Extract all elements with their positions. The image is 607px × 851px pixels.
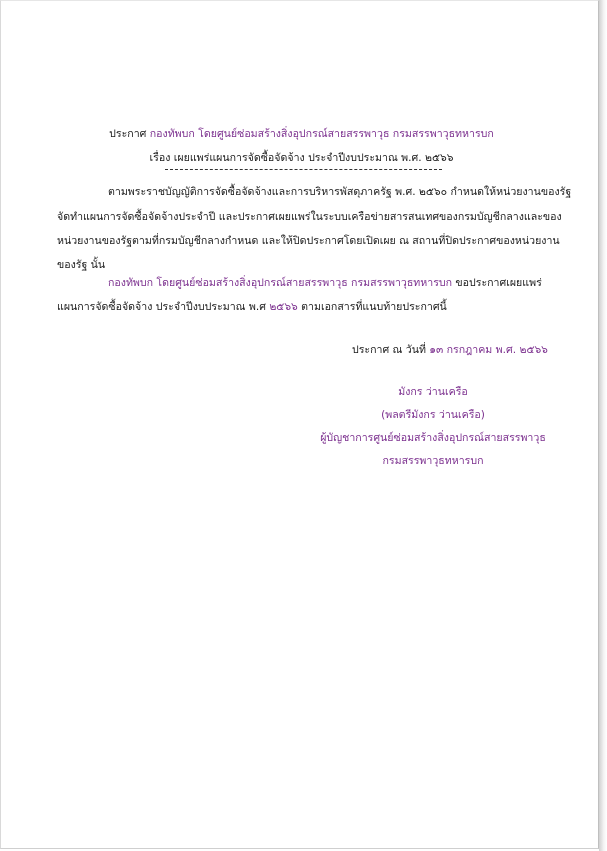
paragraph2-line1: [108, 276, 542, 290]
date-value: ๑๓ กรกฎาคม พ.ศ. ๒๕๖๖: [429, 344, 548, 356]
announcement-title: [0, 127, 603, 141]
date-prefix: ประกาศ ณ วันที่: [352, 344, 430, 356]
paragraph2-rest: ขอประกาศเผยแพร่: [452, 277, 542, 289]
paragraph2-org: กองทัพบก โดยศูนย์ซ่อมสร้างสิ่งอุปกรณ์สายสรรพาวุธ กรมสรรพาวุธทหารบก: [108, 277, 453, 289]
paragraph1-line2: จัดทำแผนการจัดซื้อจัดจ้างประจำปี และประกาศเผยแพร่ในระบบเครือข่ายสารสนเทศของกรมบัญชีกลางและของ: [57, 211, 562, 223]
paragraph2-line2: [57, 300, 447, 314]
signature-position: ผู้บัญชาการศูนย์ซ่อมสร้างสิ่งอุปกรณ์สายสรรพาวุธ: [320, 432, 546, 444]
announcement-org: กองทัพบก โดยศูนย์ซ่อมสร้างสิ่งอุปกรณ์สายสรรพาวุธ กรมสรรพาวุธทหารบก: [149, 128, 494, 140]
paragraph2-line2-a: แผนการจัดซื้อจัดจ้าง ประจำปีงบประมาณ พ.ศ: [57, 301, 270, 313]
subject-text: เผยแพร่แผนการจัดซื้อจัดจ้าง ประจำปีงบประมาณ พ.ศ. ๒๕๖๖: [173, 152, 454, 164]
subject-prefix: เรื่อง: [149, 152, 171, 164]
signature-department: กรมสรรพาวุธทหารบก: [382, 455, 484, 467]
header-divider: [165, 169, 442, 170]
announcement-subject: [0, 151, 603, 165]
paragraph2-line2-b: ตามเอกสารที่แนบท้ายประกาศนี้: [297, 301, 447, 313]
paragraph2-year: ๒๕๖๖: [269, 301, 298, 313]
signature-full-name: (พลตรีมังกร ว่านเครือ): [381, 409, 485, 421]
paragraph1-line4: ของรัฐ นั้น: [57, 259, 106, 271]
announcement-date: [352, 343, 548, 357]
paragraph1-line3: หน่วยงานของรัฐตามที่กรมบัญชีกลางกำหนด และให้ปิดประกาศโดยเปิดเผย ณ สถานที่ปิดประกาศของหน่วยงาน: [57, 235, 560, 247]
signature-name: มังกร ว่านเครือ: [398, 386, 468, 398]
paragraph1-line1: ตามพระราชบัญญัติการจัดซื้อจัดจ้างและการบริหารพัสดุภาครัฐ พ.ศ. ๒๕๖๐ กำหนดให้หน่วยงานของรัฐ: [108, 186, 572, 198]
announcement-prefix: ประกาศ: [109, 128, 147, 140]
